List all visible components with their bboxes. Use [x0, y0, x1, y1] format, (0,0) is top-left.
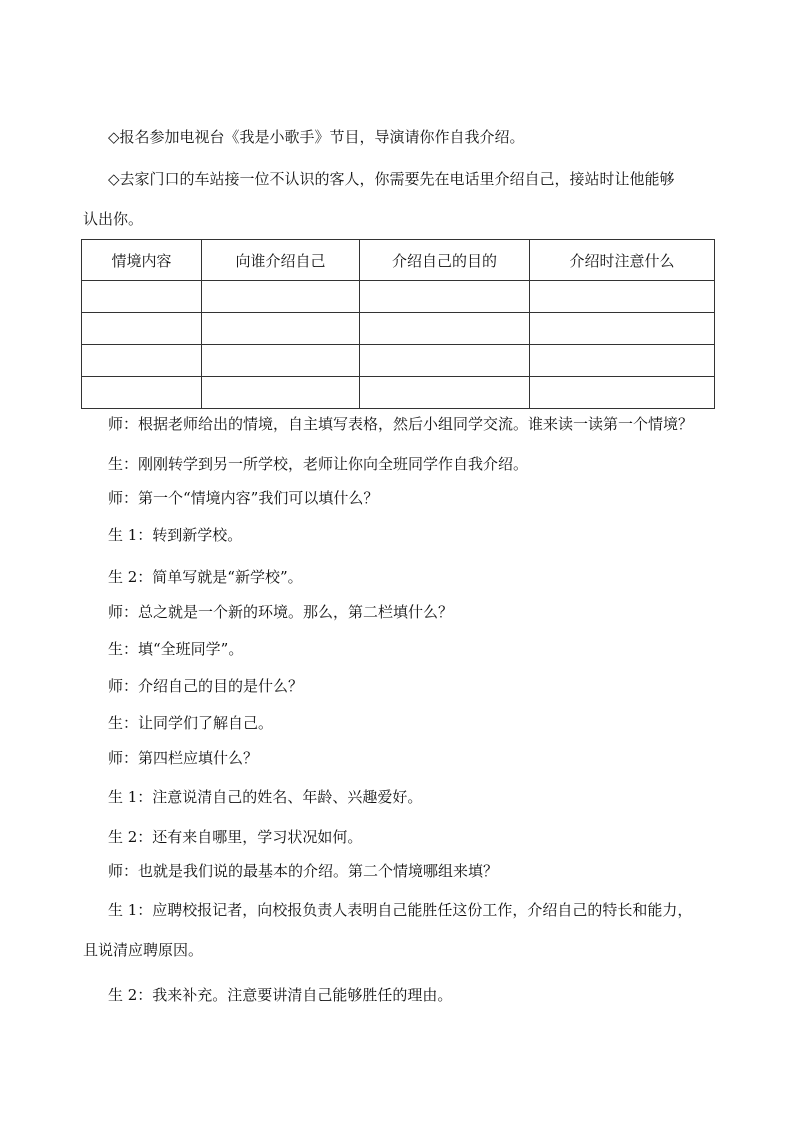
table-cell[interactable] — [82, 345, 202, 377]
table-header-row — [82, 240, 715, 281]
table-cell[interactable] — [360, 281, 530, 313]
table-row — [82, 377, 715, 409]
scenario-item: ◇报名参加电视台《我是小歌手》节目，导演请你作自我介绍。 — [108, 128, 525, 146]
table-cell[interactable] — [530, 281, 715, 313]
dialogue-line: 师：介绍自己的目的是什么？ — [108, 677, 304, 695]
dialogue-line: 生：填“全班同学”。 — [108, 640, 244, 658]
table-cell[interactable] — [360, 377, 530, 409]
table-cell[interactable] — [202, 377, 360, 409]
header-cell: 介绍自己的目的 — [360, 240, 530, 281]
header-cell: 介绍时注意什么 — [530, 240, 715, 281]
table-cell[interactable] — [360, 313, 530, 345]
dialogue-line: 生 1：注意说清自己的姓名、年龄、兴趣爱好。 — [108, 788, 423, 806]
dialogue-line: 生 1：转到新学校。 — [108, 526, 243, 544]
table-row — [82, 345, 715, 377]
dialogue-line: 生 2：还有来自哪里，学习状况如何。 — [108, 828, 363, 846]
header-cell: 向谁介绍自己 — [202, 240, 360, 281]
table-row — [82, 281, 715, 313]
table-cell[interactable] — [202, 345, 360, 377]
table-cell[interactable] — [202, 313, 360, 345]
table-cell[interactable] — [530, 313, 715, 345]
dialogue-line: 生 2：简单写就是“新学校”。 — [108, 568, 303, 586]
dialogue-line: 生：让同学们了解自己。 — [108, 714, 274, 732]
scenario-item: ◇去家门口的车站接一位不认识的客人，你需要先在电话里介绍自己，接站时让他能够 — [108, 170, 675, 188]
worksheet-table — [81, 239, 715, 409]
dialogue-line: 师：第一个“情境内容”我们可以填什么？ — [108, 489, 379, 507]
dialogue-line: 师：总之就是一个新的环境。那么，第二栏填什么？ — [108, 603, 454, 621]
scenario-item-continuation: 认出你。 — [83, 210, 144, 228]
table-cell[interactable] — [202, 281, 360, 313]
table-cell[interactable] — [82, 281, 202, 313]
dialogue-line: 生 1：应聘校报记者，向校报负责人表明自己能胜任这份工作，介绍自己的特长和能力， — [108, 901, 693, 919]
table-row — [82, 313, 715, 345]
dialogue-line: 生 2：我来补充。注意要讲清自己能够胜任的理由。 — [108, 986, 453, 1004]
table-cell[interactable] — [530, 377, 715, 409]
dialogue-line-continuation: 且说清应聘原因。 — [83, 941, 204, 959]
table-cell[interactable] — [82, 377, 202, 409]
table-cell[interactable] — [360, 345, 530, 377]
dialogue-line: 师：也就是我们说的最基本的介绍。第二个情境哪组来填？ — [108, 862, 499, 880]
table-cell[interactable] — [82, 313, 202, 345]
dialogue-line: 生：刚刚转学到另一所学校，老师让你向全班同学作自我介绍。 — [108, 455, 529, 473]
dialogue-line: 师：第四栏应填什么？ — [108, 749, 259, 767]
header-cell: 情境内容 — [82, 240, 202, 281]
dialogue-line: 师：根据老师给出的情境，自主填写表格，然后小组同学交流。谁来读一读第一个情境？ — [108, 415, 694, 433]
table-cell[interactable] — [530, 345, 715, 377]
